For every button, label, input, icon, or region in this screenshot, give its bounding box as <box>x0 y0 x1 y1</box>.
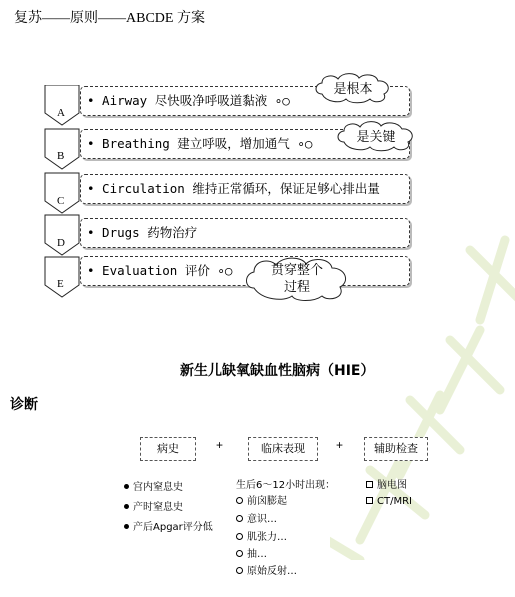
step-letter-e: E <box>57 278 64 290</box>
plus-sign-2: + <box>336 438 344 452</box>
clinical-item: 前囟膨起 <box>236 492 287 507</box>
bullet-ring-icon <box>236 533 243 540</box>
bullet-ring-icon <box>236 497 243 504</box>
chevron-c <box>45 173 79 213</box>
chevron-d <box>45 215 79 255</box>
aux-item: 脑电图 <box>366 476 407 491</box>
section-subheading: 诊断 <box>10 397 38 413</box>
step-row-breathing: • Breathing 建立呼吸，增加通气 ∘○ <box>80 129 410 159</box>
box-clinical: 临床表现 <box>248 437 318 461</box>
step-row-drugs: • Drugs 药物治疗 <box>80 218 410 248</box>
step-letter-c: C <box>57 195 65 207</box>
cloud-text-e-line1: 贯穿整个 <box>270 263 323 278</box>
clinical-item: 原始反射… <box>236 562 297 577</box>
aux-item: CT/MRI <box>366 496 412 507</box>
page-title: 复苏——原则——ABCDE 方案 <box>14 11 205 26</box>
clinical-intro: 生后6～12小时出现： <box>236 480 336 491</box>
bullet-ring-icon <box>236 567 243 574</box>
history-item: 产时窒息史 <box>124 498 183 513</box>
bullet-ring-icon <box>236 515 243 522</box>
bullet-dot-icon <box>124 504 129 509</box>
step-row-evaluation: • Evaluation 评价 ∘○ <box>80 256 410 286</box>
bullet-ring-icon <box>236 550 243 557</box>
bullet-dot-icon <box>124 484 129 489</box>
bullet-square-icon <box>366 497 373 504</box>
bullet-square-icon <box>366 481 373 488</box>
chevron-e <box>45 257 79 297</box>
history-item: 宫内窒息史 <box>124 478 183 493</box>
chevron-a <box>45 85 79 125</box>
clinical-item: 意识… <box>236 510 277 525</box>
cloud-text-e-line2: 过程 <box>283 280 310 295</box>
history-item: 产后Apgar评分低 <box>124 518 213 533</box>
cloud-text-b: 是关键 <box>356 130 396 145</box>
clinical-item: 抽… <box>236 545 267 560</box>
cloud-text-e <box>242 262 352 296</box>
cloud-text-a: 是根本 <box>333 82 373 97</box>
step-row-airway: • Airway 尽快吸净呼吸道黏液 ∘○ <box>80 86 410 116</box>
chevron-b <box>45 129 79 169</box>
clinical-item: 肌张力… <box>236 528 287 543</box>
step-letter-a: A <box>57 107 65 119</box>
step-row-circulation: • Circulation 维持正常循环，保证足够心排出量 <box>80 174 410 204</box>
plus-sign-1: + <box>216 438 224 452</box>
section-heading: 新生儿缺氧缺血性脑病（HIE） <box>180 363 375 379</box>
step-letter-b: B <box>57 150 65 162</box>
box-history: 病史 <box>140 437 196 461</box>
bullet-dot-icon <box>124 524 129 529</box>
box-auxiliary: 辅助检查 <box>364 437 428 461</box>
step-letter-d: D <box>57 237 65 249</box>
